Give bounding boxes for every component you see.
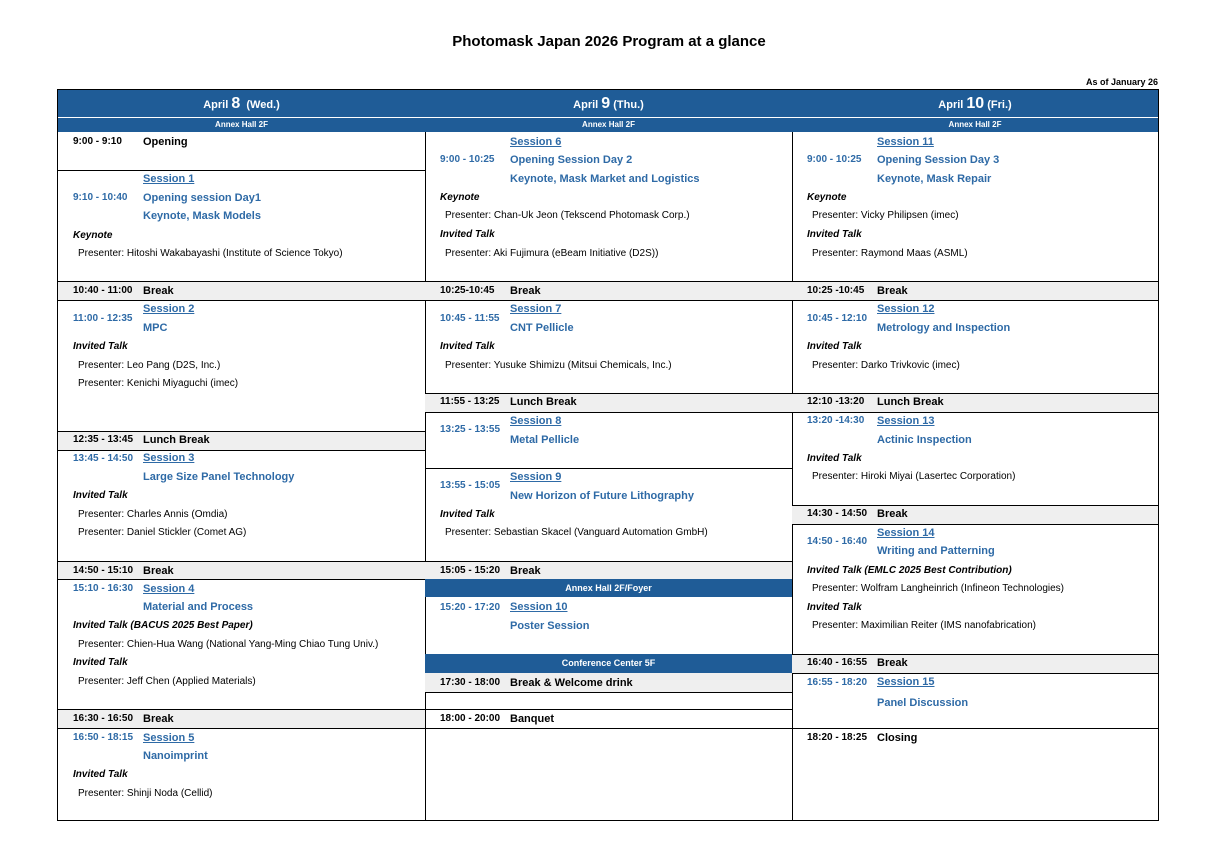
presenter: Presenter: Vicky Philipsen (imec) — [812, 210, 959, 221]
session-7-link[interactable]: Session 7 — [510, 303, 562, 315]
talk-type: Invited Talk — [807, 453, 862, 464]
talk-type: Invited Talk — [73, 657, 128, 668]
session-2-link[interactable]: Session 2 — [143, 303, 195, 315]
presenter: Presenter: Daniel Stickler (Comet AG) — [78, 527, 247, 538]
presenter: Presenter: Yusuke Shimizu (Mitsui Chemicals, Inc.) — [445, 360, 672, 371]
session-2-time: 11:00 - 12:35 — [73, 313, 133, 324]
break-label: Break — [877, 285, 908, 297]
talk-type: Invited Talk (EMLC 2025 Best Contribution) — [807, 565, 1012, 576]
talk-type: Keynote — [73, 230, 113, 241]
session-9-title: New Horizon of Future Lithography — [510, 490, 694, 502]
session-11-link[interactable]: Session 11 — [877, 136, 934, 148]
break-label: Break — [877, 508, 908, 520]
break-time: 16:30 - 16:50 — [73, 713, 134, 724]
session-9-time: 13:55 - 15:05 — [440, 480, 501, 491]
break-time: 10:25-10:45 — [440, 285, 495, 296]
presenter: Presenter: Hiroki Miyai (Lasertec Corporation) — [812, 471, 1016, 482]
opening-time: 9:00 - 9:10 — [73, 136, 122, 147]
session-11-subtitle: Keynote, Mask Repair — [877, 173, 992, 185]
presenter: Presenter: Jeff Chen (Applied Materials) — [78, 676, 256, 687]
day-column-april-8 — [58, 90, 426, 820]
session-8-link[interactable]: Session 8 — [510, 415, 562, 427]
session-12-time: 10:45 - 12:10 — [807, 313, 868, 324]
session-7-time: 10:45 - 11:55 — [440, 313, 500, 324]
welcome-time: 17:30 - 18:00 — [440, 677, 501, 688]
day-header: April 9 (Thu.) — [425, 90, 792, 118]
session-6-link[interactable]: Session 6 — [510, 136, 562, 148]
presenter: Presenter: Chien-Hua Wang (National Yang-Ming Chiao Tung Univ.) — [78, 639, 379, 650]
presenter: Presenter: Kenichi Miyaguchi (imec) — [78, 378, 239, 389]
lunch-time: 11:55 - 13:25 — [440, 396, 500, 407]
session-9-link[interactable]: Session 9 — [510, 471, 562, 483]
presenter: Presenter: Sebastian Skacel (Vanguard Automation GmbH) — [445, 527, 708, 538]
talk-type: Keynote — [440, 192, 480, 203]
session-12-title: Metrology and Inspection — [877, 322, 1011, 334]
session-1-link[interactable]: Session 1 — [143, 173, 195, 185]
lunch-label: Lunch Break — [877, 396, 944, 408]
session-14-time: 14:50 - 16:40 — [807, 536, 868, 547]
talk-type: Invited Talk — [807, 602, 862, 613]
closing-label: Closing — [877, 732, 918, 744]
talk-type: Invited Talk — [440, 341, 495, 352]
break-time: 10:25 -10:45 — [807, 285, 865, 296]
session-3-title: Large Size Panel Technology — [143, 471, 295, 483]
presenter: Presenter: Shinji Noda (Cellid) — [78, 788, 213, 799]
talk-type: Invited Talk — [73, 341, 128, 352]
program-table — [57, 89, 1159, 821]
session-1-subtitle: Keynote, Mask Models — [143, 210, 261, 222]
session-5-link[interactable]: Session 5 — [143, 732, 195, 744]
lunch-time: 12:35 - 13:45 — [73, 434, 134, 445]
closing-time: 18:20 - 18:25 — [807, 732, 868, 743]
venue-header: Conference Center 5F — [425, 654, 792, 673]
presenter: Presenter: Aki Fujimura (eBeam Initiative (D2S)) — [445, 248, 659, 259]
session-14-link[interactable]: Session 14 — [877, 527, 935, 539]
session-8-title: Metal Pellicle — [510, 434, 580, 446]
session-15-link[interactable]: Session 15 — [877, 676, 935, 688]
day-header: April 8 (Wed.) — [58, 90, 425, 118]
lunch-label: Lunch Break — [510, 396, 577, 408]
break-label: Break — [143, 565, 174, 577]
banquet-time: 18:00 - 20:00 — [440, 713, 501, 724]
presenter: Presenter: Raymond Maas (ASML) — [812, 248, 968, 259]
break-label: Break — [143, 713, 174, 725]
session-5-title: Nanoimprint — [143, 750, 208, 762]
break-time: 10:40 - 11:00 — [73, 285, 133, 296]
break-label: Break — [510, 565, 541, 577]
banquet-label: Banquet — [510, 713, 554, 725]
day-header: April 10 (Fri.) — [792, 90, 1158, 118]
talk-type: Invited Talk — [807, 229, 862, 240]
lunch-time: 12:10 -13:20 — [807, 396, 865, 407]
session-15-time: 16:55 - 18:20 — [807, 677, 868, 688]
session-10-title: Poster Session — [510, 620, 590, 632]
session-4-link[interactable]: Session 4 — [143, 583, 195, 595]
presenter: Presenter: Chan-Uk Jeon (Tekscend Photomask Corp.) — [445, 210, 690, 221]
presenter: Presenter: Maximilian Reiter (IMS nanofabrication) — [812, 620, 1036, 631]
session-15-title: Panel Discussion — [877, 697, 969, 709]
session-6-subtitle: Keynote, Mask Market and Logistics — [510, 173, 700, 185]
break-label: Break — [510, 285, 541, 297]
presenter: Presenter: Charles Annis (Omdia) — [78, 509, 228, 520]
break-time: 16:40 - 16:55 — [807, 657, 868, 668]
talk-type: Invited Talk — [440, 509, 495, 520]
welcome-label: Break & Welcome drink — [510, 677, 633, 689]
presenter: Presenter: Darko Trivkovic (imec) — [812, 360, 960, 371]
presenter: Presenter: Leo Pang (D2S, Inc.) — [78, 360, 221, 371]
talk-type: Invited Talk — [73, 490, 128, 501]
session-4-time: 15:10 - 16:30 — [73, 583, 134, 594]
session-12-link[interactable]: Session 12 — [877, 303, 935, 315]
talk-type: Invited Talk (BACUS 2025 Best Paper) — [73, 620, 253, 631]
session-1-title: Opening session Day1 — [143, 192, 261, 204]
break-time: 14:30 - 14:50 — [807, 508, 868, 519]
session-10-link[interactable]: Session 10 — [510, 601, 568, 613]
session-6-title: Opening Session Day 2 — [510, 154, 633, 166]
break-label: Break — [877, 657, 908, 669]
session-3-time: 13:45 - 14:50 — [73, 453, 134, 464]
session-8-time: 13:25 - 13:55 — [440, 424, 501, 435]
break-time: 15:05 - 15:20 — [440, 565, 501, 576]
session-13-time: 13:20 -14:30 — [807, 415, 865, 426]
presenter: Presenter: Wolfram Langheinrich (Infineon Technologies) — [812, 583, 1064, 594]
as-of-date: As of January 26 — [1085, 77, 1158, 87]
venue-header: Annex Hall 2F — [58, 118, 425, 132]
page-title: Photomask Japan 2026 Program at a glance — [452, 33, 766, 50]
session-13-title: Actinic Inspection — [877, 434, 972, 446]
presenter: Presenter: Hitoshi Wakabayashi (Institute of Science Tokyo) — [78, 248, 343, 259]
talk-type: Invited Talk — [440, 229, 495, 240]
talk-type: Invited Talk — [73, 769, 128, 780]
talk-type: Invited Talk — [807, 341, 862, 352]
session-6-time: 9:00 - 10:25 — [440, 154, 495, 165]
session-7-title: CNT Pellicle — [510, 322, 574, 334]
session-14-title: Writing and Patterning — [877, 545, 995, 557]
venue-header: Annex Hall 2F/Foyer — [425, 579, 792, 597]
session-1-time: 9:10 - 10:40 — [73, 192, 128, 203]
session-11-title: Opening Session Day 3 — [877, 154, 1000, 166]
day-column-april-10 — [792, 90, 1158, 820]
break-label: Break — [143, 285, 174, 297]
venue-header: Annex Hall 2F — [792, 118, 1158, 132]
session-3-link[interactable]: Session 3 — [143, 452, 195, 464]
break-time: 14:50 - 15:10 — [73, 565, 134, 576]
venue-header: Annex Hall 2F — [425, 118, 792, 132]
session-11-time: 9:00 - 10:25 — [807, 154, 862, 165]
session-5-time: 16:50 - 18:15 — [73, 732, 134, 743]
session-4-title: Material and Process — [143, 601, 254, 613]
day-column-april-9 — [425, 90, 793, 820]
session-2-title: MPC — [143, 322, 168, 334]
opening-label: Opening — [143, 136, 188, 148]
lunch-label: Lunch Break — [143, 434, 210, 446]
session-10-time: 15:20 - 17:20 — [440, 602, 501, 613]
session-13-link[interactable]: Session 13 — [877, 415, 935, 427]
talk-type: Keynote — [807, 192, 847, 203]
